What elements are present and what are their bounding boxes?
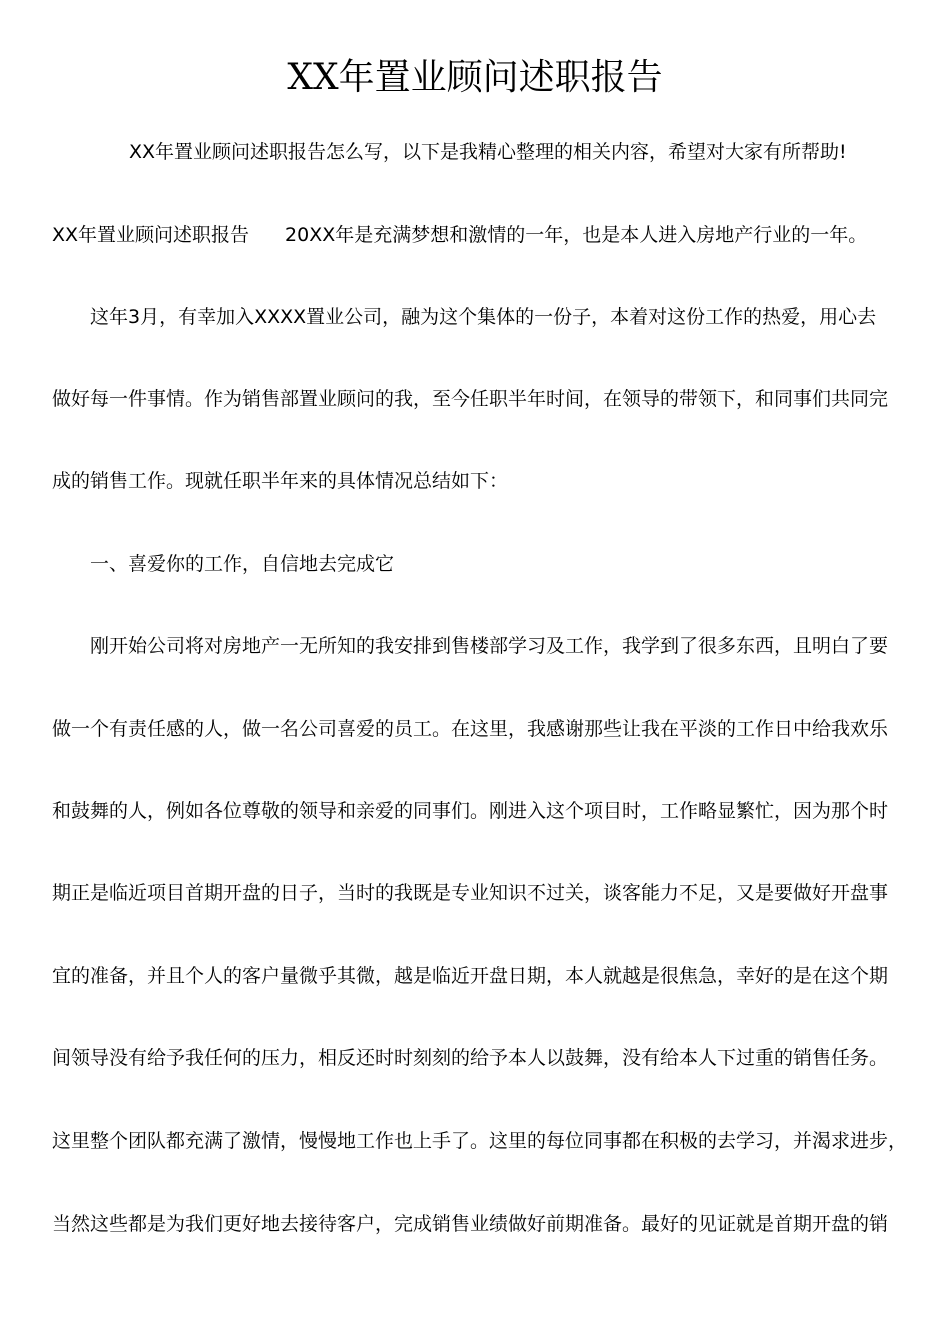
section-heading: 一、喜爱你的工作，自信地去完成它 [90,553,395,575]
paragraph-line: 这里整个团队都充满了激情，慢慢地工作也上手了。这里的每位同事都在积极的去学习，并渴求进步， [52,1130,908,1152]
paragraph-line: 做一个有责任感的人，做一名公司喜爱的员工。在这里，我感谢那些让我在平淡的工作日中给我欢乐 [52,718,889,740]
paragraph-line: 这年3月，有幸加入XXXX置业公司，融为这个集体的一份子，本着对这份工作的热爱，用心去 [90,306,877,328]
paragraph-line: 和鼓舞的人，例如各位尊敬的领导和亲爱的同事们。刚进入这个项目时，工作略显繁忙，因为那个时 [52,800,889,822]
paragraph-line: 成的销售工作。现就任职半年来的具体情况总结如下： [52,470,509,492]
report-header-label: XX年置业顾问述职报告 [52,224,250,246]
paragraph-line: 当然这些都是为我们更好地去接待客户，完成销售业绩做好前期准备。最好的见证就是首期开盘的销 [52,1213,889,1235]
document-title: XX年置业顾问述职报告 [287,57,663,98]
intro-paragraph: XX年置业顾问述职报告怎么写，以下是我精心整理的相关内容，希望对大家有所帮助! [129,141,847,163]
paragraph-line: 期正是临近项目首期开盘的日子，当时的我既是专业知识不过关，谈客能力不足，又是要做好开盘事 [52,882,889,904]
paragraph-line: 刚开始公司将对房地产一无所知的我安排到售楼部学习及工作，我学到了很多东西，且明白了要 [90,635,889,657]
report-header-text: 20XX年是充满梦想和激情的一年，也是本人进入房地产行业的一年。 [285,224,868,246]
paragraph-line: 做好每一件事情。作为销售部置业顾问的我，至今任职半年时间，在领导的带领下，和同事们共同完 [52,388,889,410]
report-header-line [52,222,912,248]
paragraph-line: 间领导没有给予我任何的压力，相反还时时刻刻的给予本人以鼓舞，没有给本人下过重的销售任务。 [52,1047,889,1069]
paragraph-line: 宜的准备，并且个人的客户量微乎其微，越是临近开盘日期，本人就越是很焦急，幸好的是在这个期 [52,965,889,987]
